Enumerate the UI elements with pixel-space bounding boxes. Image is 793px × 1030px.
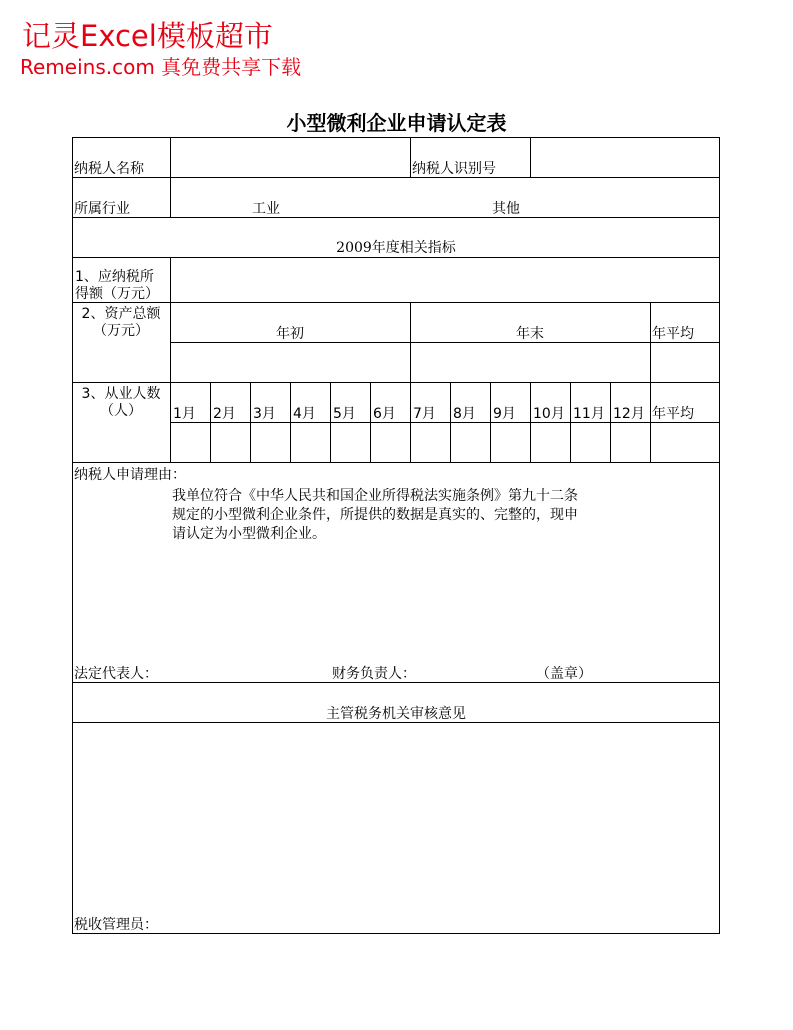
tax-authority-header: 主管税务机关审核意见: [326, 706, 466, 722]
month-header: 6月: [373, 406, 396, 422]
application-statement-line: 规定的小型微利企业条件，所提供的数据是真实的、完整的，现申: [172, 507, 578, 523]
industry-option-industrial: 工业: [252, 201, 280, 217]
tax-administrator-label: 税收管理员：: [74, 917, 158, 933]
industry-label: 所属行业: [74, 201, 130, 217]
taxpayer-name-label: 纳税人名称: [74, 161, 144, 177]
application-statement-line: 我单位符合《中华人民共和国企业所得税法实施条例》第九十二条: [172, 488, 578, 504]
application-statement: [172, 487, 642, 544]
industry-option-other: 其他: [492, 201, 520, 217]
legal-representative-label: 法定代表人：: [74, 666, 158, 682]
indicators-header: 2009年度相关指标: [336, 240, 456, 256]
total-assets-label-line1: 2、资产总额: [81, 306, 161, 322]
form-title: 小型微利企业申请认定表: [286, 111, 507, 135]
employees-year-average-header: 年平均: [652, 406, 694, 422]
month-header: 8月: [453, 406, 476, 422]
taxable-income-label-line1: 1、应纳税所: [75, 269, 154, 285]
application-statement-line: 请认定为小型微利企业。: [172, 526, 326, 542]
month-header: 3月: [253, 406, 276, 422]
seal-label: （盖章）: [536, 666, 592, 682]
employees-label-line2: （人）: [100, 403, 142, 419]
taxable-income-label-line2: 得额（万元）: [75, 286, 159, 302]
month-header: 2月: [213, 406, 236, 422]
month-header: 11月: [573, 406, 605, 422]
month-header: 5月: [333, 406, 356, 422]
watermark-subtitle: Remeins.com 真免费共享下载: [20, 55, 302, 79]
month-header: 10月: [533, 406, 565, 422]
year-end-header: 年末: [516, 326, 544, 342]
month-header: 12月: [613, 406, 645, 422]
watermark-title: 记灵Excel模板超市: [22, 19, 273, 53]
year-average-header: 年平均: [652, 326, 694, 342]
employees-label-line1: 3、从业人数: [81, 386, 161, 402]
month-header: 4月: [293, 406, 316, 422]
total-assets-label-line2: （万元）: [93, 323, 149, 339]
taxpayer-id-label: 纳税人识别号: [412, 161, 496, 177]
month-header: 9月: [493, 406, 516, 422]
application-reason-label: 纳税人申请理由：: [74, 467, 186, 483]
year-begin-header: 年初: [276, 326, 304, 342]
month-header: 7月: [413, 406, 436, 422]
month-header: 1月: [173, 406, 196, 422]
finance-head-label: 财务负责人：: [332, 666, 416, 682]
